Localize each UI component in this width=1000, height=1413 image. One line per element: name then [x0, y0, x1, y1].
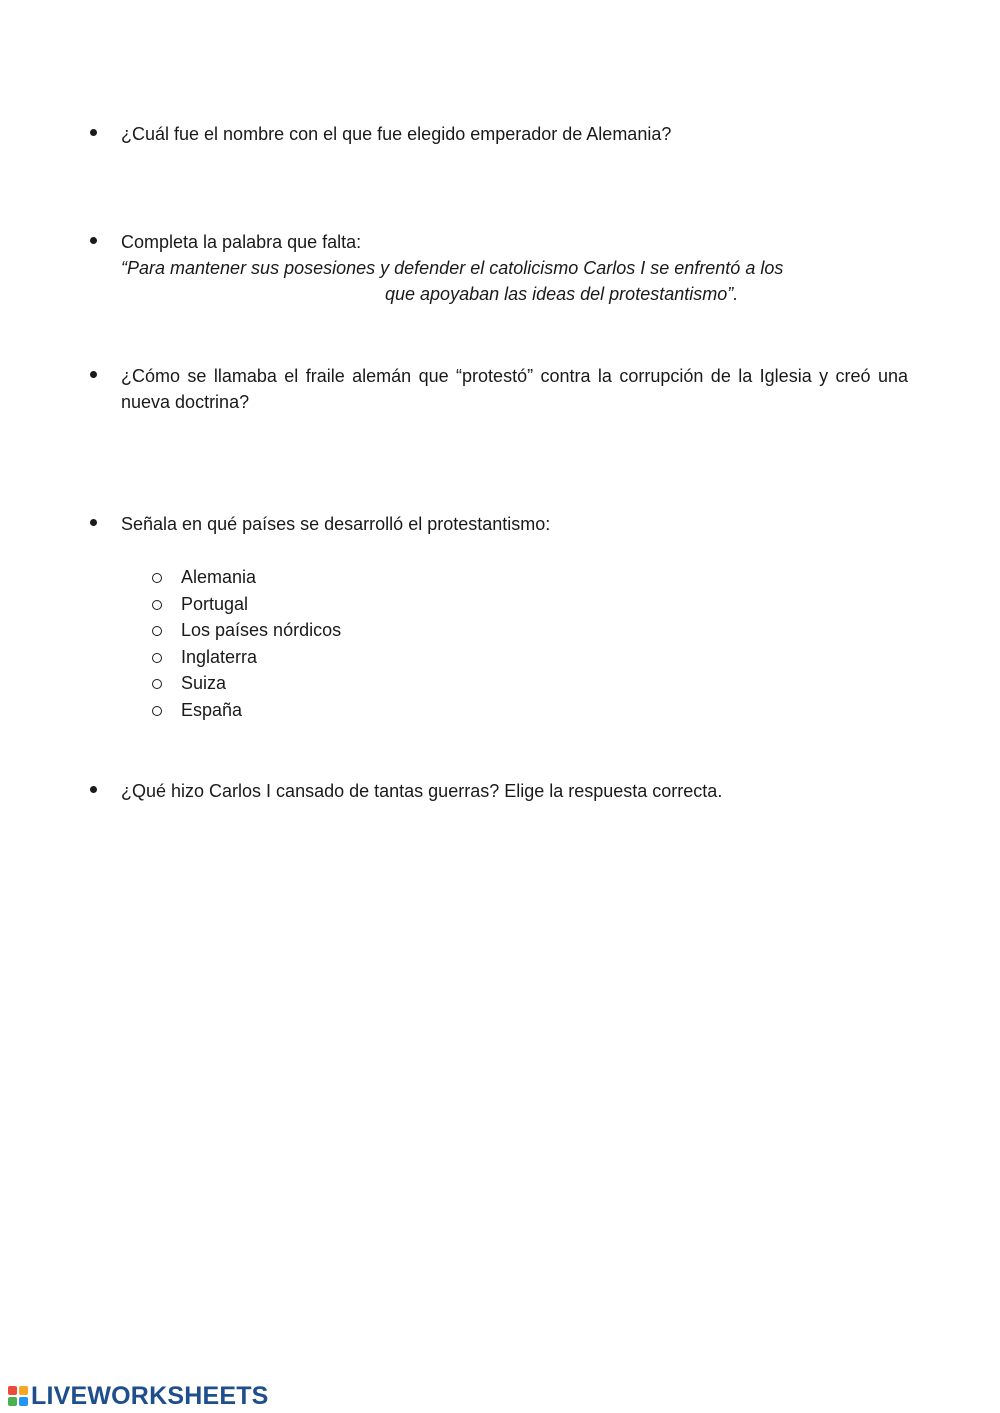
option-circle-icon — [152, 653, 162, 663]
logo-squares-icon — [8, 1386, 28, 1406]
option-circle-icon — [152, 626, 162, 636]
question-2-quote-line-1: “Para mantener sus posesiones y defender el catolicismo Carlos I se enfrentó a los — [121, 258, 784, 278]
bullet-icon — [90, 519, 100, 529]
option-circle-icon — [152, 600, 162, 610]
option-label: Portugal — [181, 593, 249, 614]
bullet-icon — [90, 371, 100, 381]
question-5-text: ¿Qué hizo Carlos I cansado de tantas guerras? Elige la respuesta correcta. — [121, 781, 723, 801]
option-label: Inglaterra — [181, 646, 258, 667]
question-1-text: ¿Cuál fue el nombre con el que fue elegido emperador de Alemania? — [121, 124, 672, 144]
question-2-text: Completa la palabra que falta: — [121, 232, 362, 252]
question-3-text: ¿Cómo se llamaba el fraile alemán que “protestó” contra la corrupción de la Iglesia y creó una nueva doctrina? — [121, 366, 908, 412]
option-circle-icon — [152, 679, 162, 689]
option-label: Los países nórdicos — [181, 620, 342, 641]
bullet-icon — [90, 237, 100, 247]
logo-text: LIVEWORKSHEETS — [31, 1381, 269, 1410]
liveworksheets-logo — [8, 1382, 269, 1410]
bullet-icon — [90, 786, 100, 796]
option-label: España — [181, 699, 243, 720]
question-4-text: Señala en qué países se desarrolló el protestantismo: — [121, 514, 551, 534]
question-2-quote-line-2: que apoyaban las ideas del protestantismo”. — [385, 284, 739, 304]
option-label: Alemania — [181, 567, 257, 587]
bullet-icon — [90, 129, 100, 139]
option-circle-icon — [152, 573, 162, 583]
option-label: Suiza — [181, 673, 227, 694]
option-circle-icon — [152, 706, 162, 716]
